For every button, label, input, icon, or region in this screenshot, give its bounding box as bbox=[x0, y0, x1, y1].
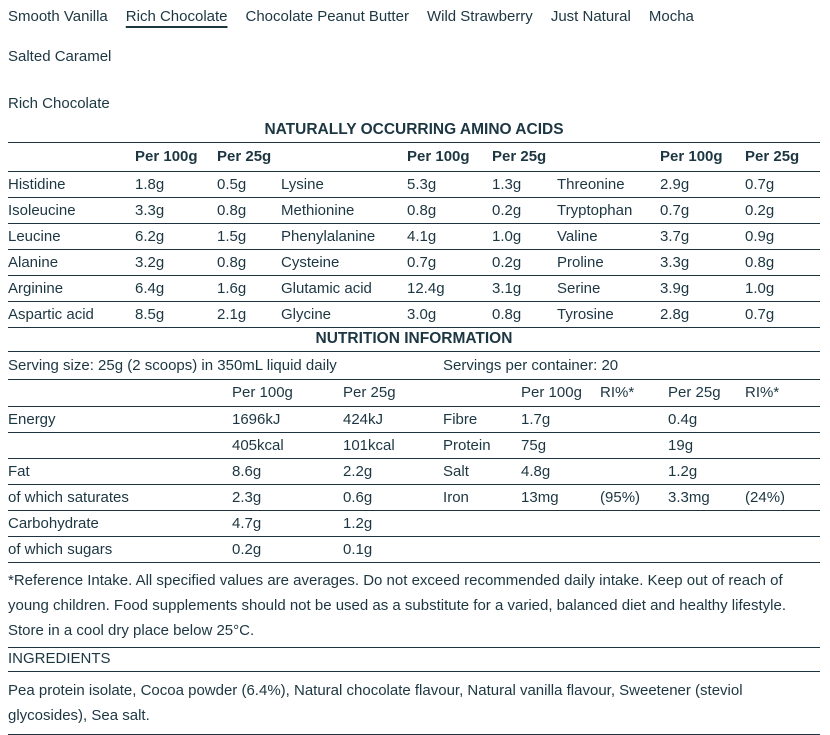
amino-per-25g: 0.2g bbox=[745, 198, 820, 224]
nutrient-ri-percent bbox=[745, 511, 820, 537]
amino-per-25g: 3.1g bbox=[492, 276, 557, 302]
column-header-per-100g: Per 100g bbox=[232, 380, 343, 407]
servings-per-container: Servings per container: 20 bbox=[443, 352, 820, 380]
amino-name: Leucine bbox=[8, 224, 135, 250]
tab-mocha[interactable]: Mocha bbox=[648, 8, 694, 25]
nutrition-title: NUTRITION INFORMATION bbox=[315, 330, 513, 347]
nutrient-per-25g: 3.3mg bbox=[668, 485, 745, 511]
amino-per-25g: 1.3g bbox=[492, 172, 557, 198]
nutrition-row bbox=[8, 485, 820, 511]
amino-per-25g: 0.8g bbox=[745, 250, 820, 276]
amino-row bbox=[8, 224, 820, 250]
nutrient-ri-percent bbox=[600, 511, 668, 537]
amino-per-25g: 0.2g bbox=[492, 250, 557, 276]
nutrient-ri-percent bbox=[745, 459, 820, 485]
nutrient-ri-percent bbox=[600, 459, 668, 485]
nutrient-name: Fibre bbox=[443, 407, 521, 433]
amino-name: Tyrosine bbox=[557, 302, 660, 328]
amino-name: Threonine bbox=[557, 172, 660, 198]
nutrient-name: Fat bbox=[8, 459, 232, 485]
column-header-per-25g: Per 25g bbox=[668, 380, 745, 407]
nutrient-ri-percent bbox=[745, 407, 820, 433]
amino-name: Histidine bbox=[8, 172, 135, 198]
amino-name: Serine bbox=[557, 276, 660, 302]
amino-name: Proline bbox=[557, 250, 660, 276]
nutrient-per-25g: 0.6g bbox=[343, 485, 443, 511]
column-header-per-25g: Per 25g bbox=[217, 143, 281, 172]
nutrient-name bbox=[443, 537, 521, 563]
amino-per-25g: 0.9g bbox=[745, 224, 820, 250]
amino-per-25g: 1.6g bbox=[217, 276, 281, 302]
amino-per-100g: 2.9g bbox=[660, 172, 745, 198]
amino-per-100g: 4.1g bbox=[407, 224, 492, 250]
nutrition-row bbox=[8, 459, 820, 485]
nutrient-ri-percent bbox=[600, 537, 668, 563]
amino-per-100g: 0.7g bbox=[660, 198, 745, 224]
column-header-per-100g: Per 100g bbox=[521, 380, 600, 407]
amino-name: Isoleucine bbox=[8, 198, 135, 224]
nutrition-row bbox=[8, 433, 820, 459]
tab-wild-strawberry[interactable]: Wild Strawberry bbox=[426, 8, 533, 25]
nutrient-name: Protein bbox=[443, 433, 521, 459]
amino-per-100g: 3.2g bbox=[135, 250, 217, 276]
nutrient-per-25g: 101kcal bbox=[343, 433, 443, 459]
column-header-ri-percent: RI%* bbox=[745, 380, 820, 407]
amino-per-100g: 3.0g bbox=[407, 302, 492, 328]
column-header-per-25g: Per 25g bbox=[343, 380, 443, 407]
amino-name: Glycine bbox=[281, 302, 407, 328]
nutrition-table bbox=[8, 351, 820, 563]
nutrient-name: of which sugars bbox=[8, 537, 232, 563]
nutrient-per-100g: 4.7g bbox=[232, 511, 343, 537]
amino-per-25g: 0.5g bbox=[217, 172, 281, 198]
nutrient-per-100g bbox=[521, 511, 600, 537]
nutrient-ri-percent: (95%) bbox=[600, 485, 668, 511]
empty-cell bbox=[8, 143, 135, 172]
column-header-per-100g: Per 100g bbox=[135, 143, 217, 172]
ingredients-list: Pea protein isolate, Cocoa powder (6.4%), Natural chocolate flavour, Natural vanilla flavour, Sweetener (steviol glycosides), Sea salt. bbox=[8, 678, 820, 735]
amino-name: Glutamic acid bbox=[281, 276, 407, 302]
nutrient-per-25g: 19g bbox=[668, 433, 745, 459]
nutrient-per-25g: 1.2g bbox=[668, 459, 745, 485]
amino-row bbox=[8, 250, 820, 276]
nutrient-name: Carbohydrate bbox=[8, 511, 232, 537]
amino-name: Cysteine bbox=[281, 250, 407, 276]
column-header-ri-percent: RI%* bbox=[600, 380, 668, 407]
nutrient-per-100g: 1.7g bbox=[521, 407, 600, 433]
amino-per-25g: 0.7g bbox=[745, 172, 820, 198]
empty-cell bbox=[8, 380, 232, 407]
nutrient-per-100g: 0.2g bbox=[232, 537, 343, 563]
tab-just-natural[interactable]: Just Natural bbox=[550, 8, 631, 25]
tab-smooth-vanilla[interactable]: Smooth Vanilla bbox=[8, 8, 108, 25]
tab-salted-caramel[interactable]: Salted Caramel bbox=[8, 48, 112, 65]
nutrient-name: Iron bbox=[443, 485, 521, 511]
nutrition-row bbox=[8, 511, 820, 537]
amino-per-100g: 3.9g bbox=[660, 276, 745, 302]
ingredients-heading: INGREDIENTS bbox=[8, 647, 820, 672]
amino-per-25g: 0.8g bbox=[217, 250, 281, 276]
nutrition-row bbox=[8, 537, 820, 563]
amino-per-100g: 3.7g bbox=[660, 224, 745, 250]
amino-per-100g: 0.8g bbox=[407, 198, 492, 224]
amino-per-100g: 0.7g bbox=[407, 250, 492, 276]
serving-size: Serving size: 25g (2 scoops) in 350mL liquid daily bbox=[8, 352, 443, 380]
empty-cell bbox=[557, 143, 660, 172]
nutrient-per-25g: 1.2g bbox=[343, 511, 443, 537]
amino-acids-section bbox=[8, 121, 820, 328]
amino-per-100g: 8.5g bbox=[135, 302, 217, 328]
nutrient-ri-percent bbox=[600, 433, 668, 459]
nutrient-per-25g: 424kJ bbox=[343, 407, 443, 433]
amino-per-25g: 1.5g bbox=[217, 224, 281, 250]
nutrient-per-25g bbox=[668, 511, 745, 537]
flavor-tabs-row-2 bbox=[8, 48, 820, 66]
amino-row bbox=[8, 276, 820, 302]
column-header-per-25g: Per 25g bbox=[492, 143, 557, 172]
amino-per-25g: 0.8g bbox=[217, 198, 281, 224]
nutrient-per-100g: 8.6g bbox=[232, 459, 343, 485]
amino-header-row bbox=[8, 143, 820, 172]
serving-row bbox=[8, 352, 820, 380]
amino-per-100g: 6.4g bbox=[135, 276, 217, 302]
amino-per-25g: 1.0g bbox=[745, 276, 820, 302]
amino-per-100g: 1.8g bbox=[135, 172, 217, 198]
amino-name: Arginine bbox=[8, 276, 135, 302]
amino-row bbox=[8, 172, 820, 198]
column-header-per-100g: Per 100g bbox=[660, 143, 745, 172]
nutrient-per-100g: 405kcal bbox=[232, 433, 343, 459]
amino-per-100g: 3.3g bbox=[135, 198, 217, 224]
column-header-per-25g: Per 25g bbox=[745, 143, 820, 172]
nutrient-name bbox=[8, 433, 232, 459]
amino-per-100g: 6.2g bbox=[135, 224, 217, 250]
tab-chocolate-peanut-butter[interactable]: Chocolate Peanut Butter bbox=[245, 8, 409, 25]
amino-per-25g: 2.1g bbox=[217, 302, 281, 328]
amino-per-25g: 0.2g bbox=[492, 198, 557, 224]
amino-per-100g: 12.4g bbox=[407, 276, 492, 302]
flavor-tabs-row-1 bbox=[8, 8, 820, 26]
tab-rich-chocolate[interactable]: Rich Chocolate bbox=[125, 8, 228, 25]
nutrient-name bbox=[443, 511, 521, 537]
amino-name: Tryptophan bbox=[557, 198, 660, 224]
amino-name: Methionine bbox=[281, 198, 407, 224]
nutrient-name: Energy bbox=[8, 407, 232, 433]
nutrition-header-row bbox=[8, 380, 820, 407]
amino-name: Alanine bbox=[8, 250, 135, 276]
nutrition-row bbox=[8, 407, 820, 433]
nutrient-ri-percent: (24%) bbox=[745, 485, 820, 511]
empty-cell bbox=[443, 380, 521, 407]
nutrient-per-100g: 75g bbox=[521, 433, 600, 459]
nutrient-per-100g: 13mg bbox=[521, 485, 600, 511]
nutrient-per-25g bbox=[668, 537, 745, 563]
nutrient-ri-percent bbox=[745, 433, 820, 459]
reference-intake-footnote: *Reference Intake. All specified values are averages. Do not exceed recommended daily intake. Keep out of reach of young children. Food supplements should not be used as a substitute for a varied, balanced diet and healthy lifestyle. Store in a cool dry place below 25°C. bbox=[8, 572, 786, 639]
nutrient-per-100g bbox=[521, 537, 600, 563]
amino-name: Lysine bbox=[281, 172, 407, 198]
amino-acids-title: NATURALLY OCCURRING AMINO ACIDS bbox=[264, 121, 564, 138]
amino-row bbox=[8, 198, 820, 224]
amino-name: Aspartic acid bbox=[8, 302, 135, 328]
nutrient-per-25g: 2.2g bbox=[343, 459, 443, 485]
nutrition-section bbox=[8, 330, 820, 563]
amino-per-25g: 0.8g bbox=[492, 302, 557, 328]
amino-per-100g: 5.3g bbox=[407, 172, 492, 198]
amino-acids-table bbox=[8, 142, 820, 328]
amino-name: Phenylalanine bbox=[281, 224, 407, 250]
amino-per-100g: 2.8g bbox=[660, 302, 745, 328]
nutrient-per-25g: 0.1g bbox=[343, 537, 443, 563]
amino-per-100g: 3.3g bbox=[660, 250, 745, 276]
amino-row bbox=[8, 302, 820, 328]
nutrient-per-100g: 4.8g bbox=[521, 459, 600, 485]
column-header-per-100g: Per 100g bbox=[407, 143, 492, 172]
nutrient-per-25g: 0.4g bbox=[668, 407, 745, 433]
amino-per-25g: 0.7g bbox=[745, 302, 820, 328]
amino-name: Valine bbox=[557, 224, 660, 250]
nutrient-name: Salt bbox=[443, 459, 521, 485]
selected-flavor-heading: Rich Chocolate bbox=[8, 95, 110, 112]
nutrient-ri-percent bbox=[745, 537, 820, 563]
nutrient-per-100g: 1696kJ bbox=[232, 407, 343, 433]
amino-per-25g: 1.0g bbox=[492, 224, 557, 250]
nutrient-per-100g: 2.3g bbox=[232, 485, 343, 511]
empty-cell bbox=[281, 143, 407, 172]
nutrient-name: of which saturates bbox=[8, 485, 232, 511]
nutrient-ri-percent bbox=[600, 407, 668, 433]
